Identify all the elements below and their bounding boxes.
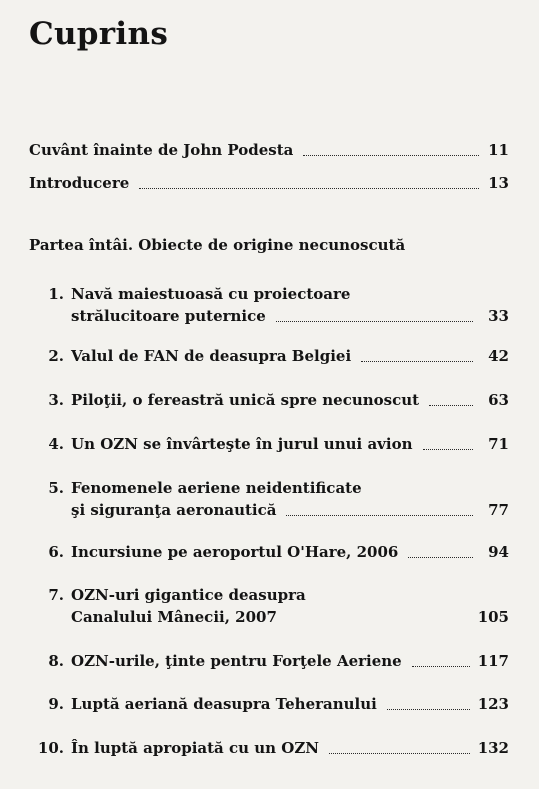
page-number: 132 [477,739,509,757]
toc-entry-foreword[interactable] [29,141,509,160]
leader-dots [387,709,470,710]
toc-chapter-5[interactable] [29,477,509,521]
toc-chapter-7[interactable] [29,584,509,628]
chapter-number: 3. [48,391,64,409]
leader-dots [139,188,479,189]
toc-chapter-3[interactable] [29,389,509,411]
chapter-title-line-2: şi siguranţa aeronautică [71,501,277,519]
toc-chapter-6[interactable] [29,541,509,563]
chapter-title-line-2: strălucitoare puternice [71,307,266,325]
page-number: 11 [488,141,509,159]
chapter-title-line-1: Navă maiestuoasă cu proiectoare [71,285,351,303]
page-number: 13 [488,174,509,192]
chapter-title: Valul de FAN de deasupra Belgiei [71,347,352,365]
page-number: 63 [488,391,509,409]
chapter-number: 8. [48,652,64,670]
chapter-number: 2. [48,347,64,365]
chapter-number: 5. [48,479,64,497]
chapter-number: 1. [48,285,64,303]
chapter-title: Incursiune pe aeroportul O'Hare, 2006 [71,543,399,561]
toc-entry-introduction[interactable] [29,174,509,193]
chapter-number: 7. [48,586,64,604]
leader-dots [423,449,474,450]
entry-label: Introducere [29,174,130,192]
part-heading: Partea întâi. Obiecte de origine necunoscută [29,236,406,254]
chapter-number: 6. [48,543,64,561]
toc-chapter-4[interactable] [29,433,509,455]
chapter-title: Luptă aeriană deasupra Teheranului [71,695,377,713]
leader-dots [276,321,473,322]
toc-chapter-8[interactable] [29,650,509,672]
chapter-number: 4. [48,435,64,453]
chapter-title: Piloţii, o fereastră unică spre necunoscut [71,391,420,409]
leader-dots [429,405,473,406]
page-number: 42 [488,347,509,365]
chapter-title: OZN-urile, ţinte pentru Forţele Aeriene [71,652,402,670]
page-number: 117 [477,652,509,670]
toc-chapter-2[interactable] [29,345,509,367]
chapter-title-line-1: Fenomenele aeriene neidentificate [71,479,362,497]
toc-chapter-10[interactable] [29,737,509,759]
chapter-number: 10. [37,739,64,757]
leader-dots [361,361,473,362]
leader-dots [329,753,470,754]
chapter-title-line-2: Canalului Mânecii, 2007 [71,608,277,626]
page-number: 105 [477,608,509,626]
chapter-number: 9. [48,695,64,713]
leader-dots [303,155,479,156]
leader-dots [408,557,473,558]
leader-dots [412,666,470,667]
page-title: Cuprins [29,16,169,52]
entry-label: Cuvânt înainte de John Podesta [29,141,294,159]
page-number: 77 [488,501,509,519]
page-number: 33 [488,307,509,325]
chapter-title-line-1: OZN-uri gigantice deasupra [71,586,306,604]
page-number: 71 [488,435,509,453]
page-number: 94 [488,543,509,561]
chapter-title: Un OZN se învârteşte în jurul unui avion [71,435,413,453]
toc-chapter-1[interactable] [29,283,509,327]
chapter-title: În luptă apropiată cu un OZN [71,739,320,757]
toc-chapter-9[interactable] [29,693,509,715]
leader-dots [286,515,473,516]
page-number: 123 [477,695,509,713]
